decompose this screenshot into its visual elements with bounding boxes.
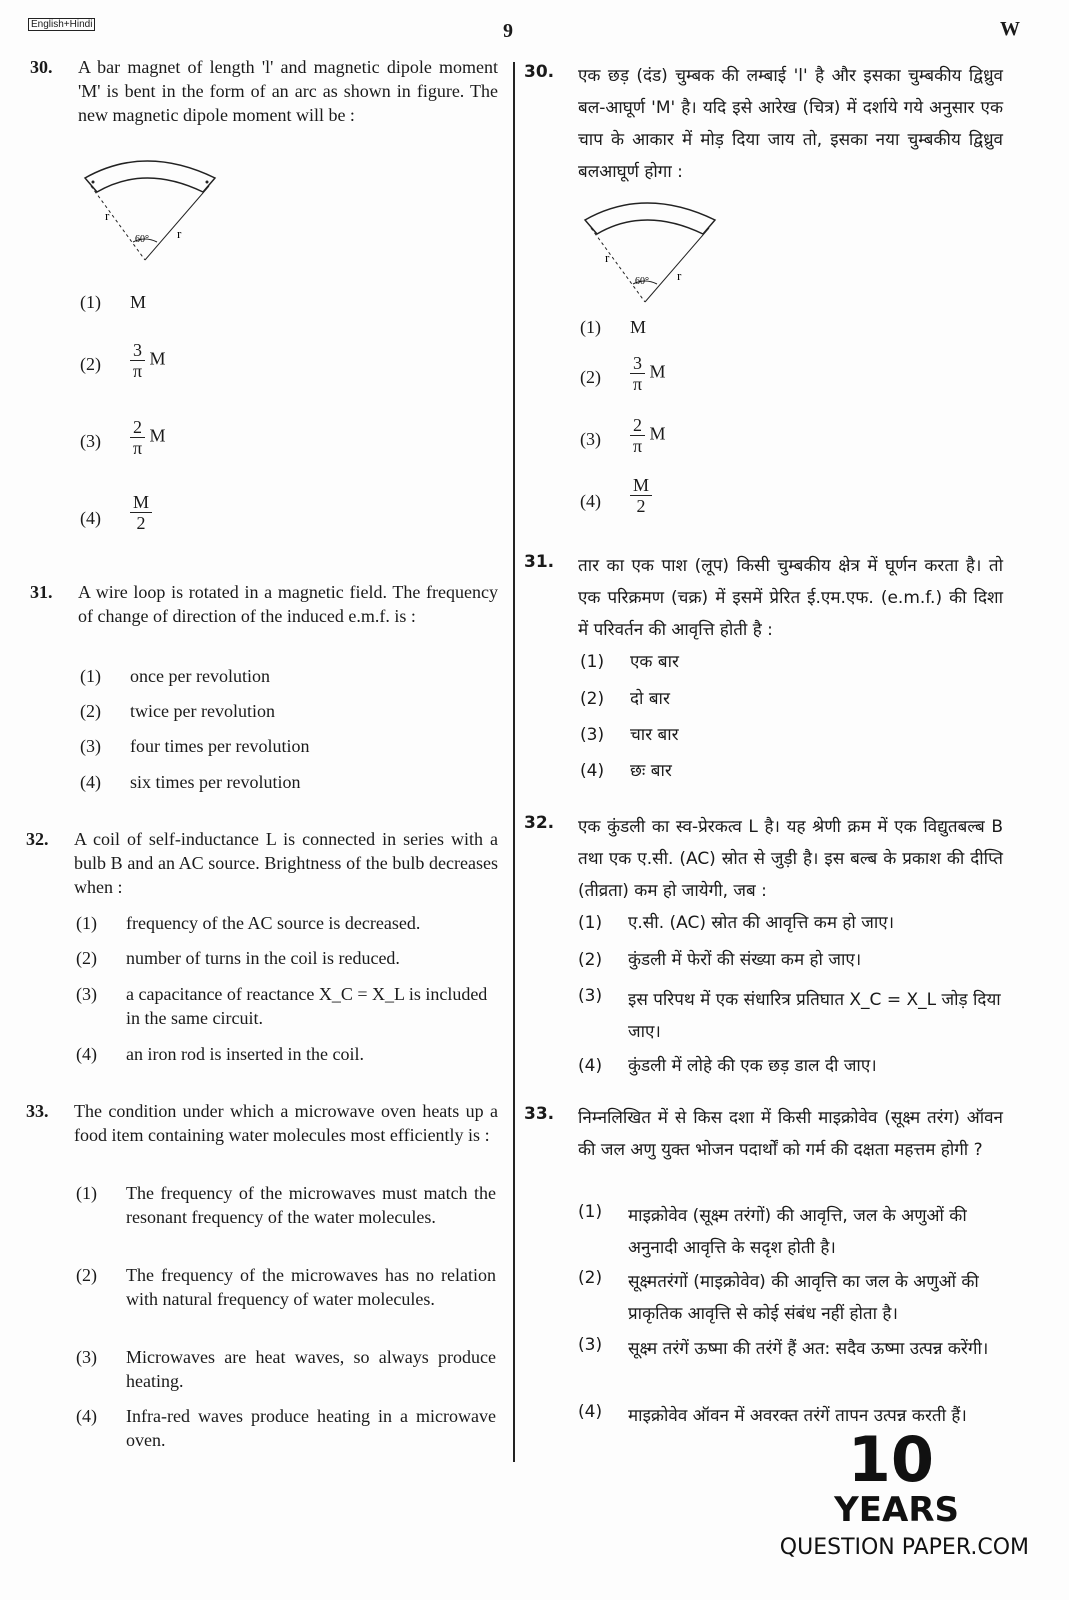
question-text: A coil of self-inductance L is connected in series with a bulb B and an AC source. Brightness of the bulb decreases when : <box>74 829 498 897</box>
page-element <box>591 228 645 302</box>
option-number: (3) <box>578 1335 603 1355</box>
option-text: a capacitance of reactance X_C = X_L is included in the same circuit. <box>126 984 488 1028</box>
option-number: (1) <box>80 666 101 686</box>
question-text: निम्नलिखित में से किस दशा में किसी माइक्रोवेव (सूक्ष्म तरंग) ऑवन की जल अणु युक्त भोजन पदार्थों को गर्म की दक्षता महत्तम होगी ? <box>578 1108 1003 1160</box>
option-number: (1) <box>580 652 605 672</box>
option-text <box>630 415 666 456</box>
page-element <box>145 186 209 260</box>
option-text: कुंडली में फेरों की संख्या कम हो जाए। <box>628 950 862 970</box>
page-number: 9 <box>503 20 513 42</box>
fraction-numerator: 3 <box>630 353 645 374</box>
page-element: M <box>149 425 166 446</box>
question-text: The condition under which a microwave oven heats up a food item containing water molecules most efficiently is : <box>74 1101 498 1145</box>
option-text: कुंडली में लोहे की एक छड़ डाल दी जाए। <box>628 1056 877 1076</box>
option-text: once per revolution <box>130 666 270 686</box>
question-number: 31. <box>30 582 53 602</box>
page-element <box>91 186 145 260</box>
option-number: (3) <box>76 984 97 1004</box>
option[interactable] <box>580 415 980 460</box>
option-number: (4) <box>76 1406 97 1426</box>
option-number: (2) <box>80 701 101 721</box>
option-text <box>130 340 166 381</box>
fraction-numerator: 2 <box>630 415 645 436</box>
question-number: 30. <box>30 57 53 77</box>
question-number: 32. <box>26 829 49 849</box>
option[interactable] <box>580 475 980 520</box>
option-number: (4) <box>80 772 101 792</box>
page-element: π <box>132 438 143 458</box>
option-text <box>630 353 666 394</box>
option[interactable] <box>580 353 980 398</box>
option-number: (3) <box>80 736 101 756</box>
fraction-numerator: M <box>130 492 152 513</box>
option-text: Infra-red waves produce heating in a microwave oven. <box>126 1406 496 1450</box>
fraction-numerator: 3 <box>130 340 145 361</box>
page-element <box>85 161 215 192</box>
option-text: एक बार <box>630 652 679 672</box>
option-number: (2) <box>580 367 601 387</box>
page-element <box>630 415 645 456</box>
option-number: (1) <box>580 317 601 337</box>
option-number: (3) <box>580 429 601 449</box>
option-number: (2) <box>80 354 101 374</box>
page-element: 2 <box>136 513 146 533</box>
fraction-numerator: 2 <box>130 417 145 438</box>
question-text: A wire loop is rotated in a magnetic field. The frequency of change of direction of the induced e.m.f. is : <box>78 582 498 626</box>
option-number: (2) <box>76 1265 97 1285</box>
radius-label: r <box>105 208 110 223</box>
option-number: (4) <box>80 508 101 528</box>
option-text: M <box>630 317 647 337</box>
option-text: छः बार <box>630 761 672 781</box>
option-text: सूक्ष्म तरंगें ऊष्मा की तरंगें हैं अत: सदैव ऊष्मा उत्पन्न करेंगी। <box>628 1339 989 1359</box>
fraction-numerator: M <box>630 475 652 496</box>
option-text: M <box>130 292 147 312</box>
page-element <box>630 475 652 516</box>
option-number: (2) <box>580 689 605 709</box>
page-element: π <box>632 374 643 394</box>
option-text: Microwaves are heat waves, so always produce heating. <box>126 1347 496 1391</box>
question-number: 30. <box>524 62 555 82</box>
question-number: 31. <box>524 552 555 572</box>
angle-label: 60° <box>635 276 649 287</box>
page-element <box>130 340 145 381</box>
page-element: π <box>132 361 143 381</box>
page-element <box>585 203 715 234</box>
option-text <box>630 475 652 516</box>
option-number: (4) <box>578 1056 603 1076</box>
arc-magnet-figure-hi <box>575 192 725 312</box>
language-tag: English+Hindi <box>28 18 95 31</box>
question-text: एक कुंडली का स्व-प्रेरकत्व L है। यह श्रेणी क्रम में एक विद्युतबल्ब B तथा एक ए.सी. (AC) स्रोत से जुड़ी है। इस बल्ब के प्रकाश की दीप्ति (तीव्रता) कम हो जायेगी, जब : <box>578 817 1003 901</box>
question-number: 32. <box>524 813 555 833</box>
question-text: एक छड़ (दंड) चुम्बक की लम्बाई 'l' है और इसका चुम्बकीय द्विध्रुव बल-आघूर्ण 'M' है। यदि इसे आरेख (चित्र) में दर्शाये गये अनुसार एक चाप के आकार में मोड़ दिया जाय तो, इसका नया चुम्बकीय द्विध्रुव बलआघूर्ण होगा : <box>578 66 1003 182</box>
option-number: (3) <box>76 1347 97 1367</box>
page-element <box>645 228 709 302</box>
option-number: (1) <box>80 292 101 312</box>
option-text: माइक्रोवेव (सूक्ष्म तरंगों) की आवृत्ति, जल के अणुओं की अनुनादी आवृत्ति के सदृश होती है। <box>628 1206 967 1258</box>
arc-magnet-figure-en <box>75 150 225 270</box>
option-number: (1) <box>578 1202 603 1222</box>
option[interactable] <box>80 417 480 462</box>
option-text: इस परिपथ में एक संधारित्र प्रतिघात X_C = X_L जोड़ दिया जाए। <box>628 990 1001 1042</box>
page-element: M <box>649 361 666 382</box>
question-30-en <box>30 55 500 125</box>
option-number: (3) <box>80 431 101 451</box>
option-text: The frequency of the microwaves must match the resonant frequency of the water molecules. <box>126 1183 496 1227</box>
watermark-site: QUESTION PAPER.COM <box>779 1535 1029 1560</box>
page-element <box>630 353 645 394</box>
option-text: चार बार <box>630 725 679 745</box>
radius-label: r <box>605 250 610 265</box>
option-text: number of turns in the coil is reduced. <box>126 948 400 968</box>
page-element: M <box>149 348 166 369</box>
option-text: दो बार <box>630 689 670 709</box>
page-element: π <box>632 436 643 456</box>
option[interactable] <box>80 492 480 537</box>
option[interactable] <box>80 340 480 385</box>
option-number: (3) <box>580 725 605 745</box>
angle-label: 60° <box>135 234 149 245</box>
question-number: 33. <box>26 1101 49 1121</box>
page-element: 2 <box>636 496 646 516</box>
option-number: (3) <box>578 986 603 1006</box>
option-number: (4) <box>580 491 601 511</box>
option-number: (2) <box>76 948 97 968</box>
page-element <box>206 181 209 184</box>
page-element <box>130 492 152 533</box>
page-element <box>130 417 145 458</box>
option-number: (2) <box>578 950 603 970</box>
question-text: तार का एक पाश (लूप) किसी चुम्बकीय क्षेत्र में घूर्णन करता है। तो एक परिक्रमण (चक्र) में इसमें प्रेरित ई.एम.एफ. (e.m.f.) की दिशा में परिवर्तन की आवृत्ति होती है : <box>578 556 1003 640</box>
page-element <box>92 181 95 184</box>
page-element: M <box>649 423 666 444</box>
radius-label: r <box>177 226 182 241</box>
option-number: (4) <box>76 1044 97 1064</box>
option-number: (4) <box>580 761 605 781</box>
option-text: The frequency of the microwaves has no relation with natural frequency of water molecules. <box>126 1265 496 1309</box>
paper-code: W <box>1000 18 1020 40</box>
option-text: ए.सी. (AC) स्रोत की आवृत्ति कम हो जाए। <box>628 913 895 933</box>
question-number: 33. <box>524 1104 555 1124</box>
option-number: (1) <box>578 913 603 933</box>
radius-label: r <box>677 268 682 283</box>
option-text: twice per revolution <box>130 701 275 721</box>
option-text: six times per revolution <box>130 772 301 792</box>
option-text <box>130 417 166 458</box>
option-text: four times per revolution <box>130 736 310 756</box>
option-number: (2) <box>578 1268 603 1288</box>
column-divider <box>513 62 515 1462</box>
option-number: (4) <box>578 1402 603 1422</box>
option-text: माइक्रोवेव ऑवन में अवरक्त तरंगें तापन उत्पन्न करती हैं। <box>628 1406 967 1426</box>
option-text: सूक्ष्मतरंगों (माइक्रोवेव) की आवृत्ति का जल के अणुओं की प्राकृतिक आवृत्ति से कोई संबंध नहीं होता है। <box>628 1272 979 1324</box>
option-text: an iron rod is inserted in the coil. <box>126 1044 364 1064</box>
watermark-number: 10 <box>847 1423 934 1496</box>
watermark-years: YEARS <box>834 1490 959 1530</box>
option-number: (1) <box>76 913 97 933</box>
option-number: (1) <box>76 1183 97 1203</box>
option-text: frequency of the AC source is decreased. <box>126 913 421 933</box>
question-text: A bar magnet of length 'l' and magnetic dipole moment 'M' is bent in the form of an arc as shown in figure. The new magnetic dipole moment will be : <box>78 57 498 125</box>
option-text <box>130 492 152 533</box>
